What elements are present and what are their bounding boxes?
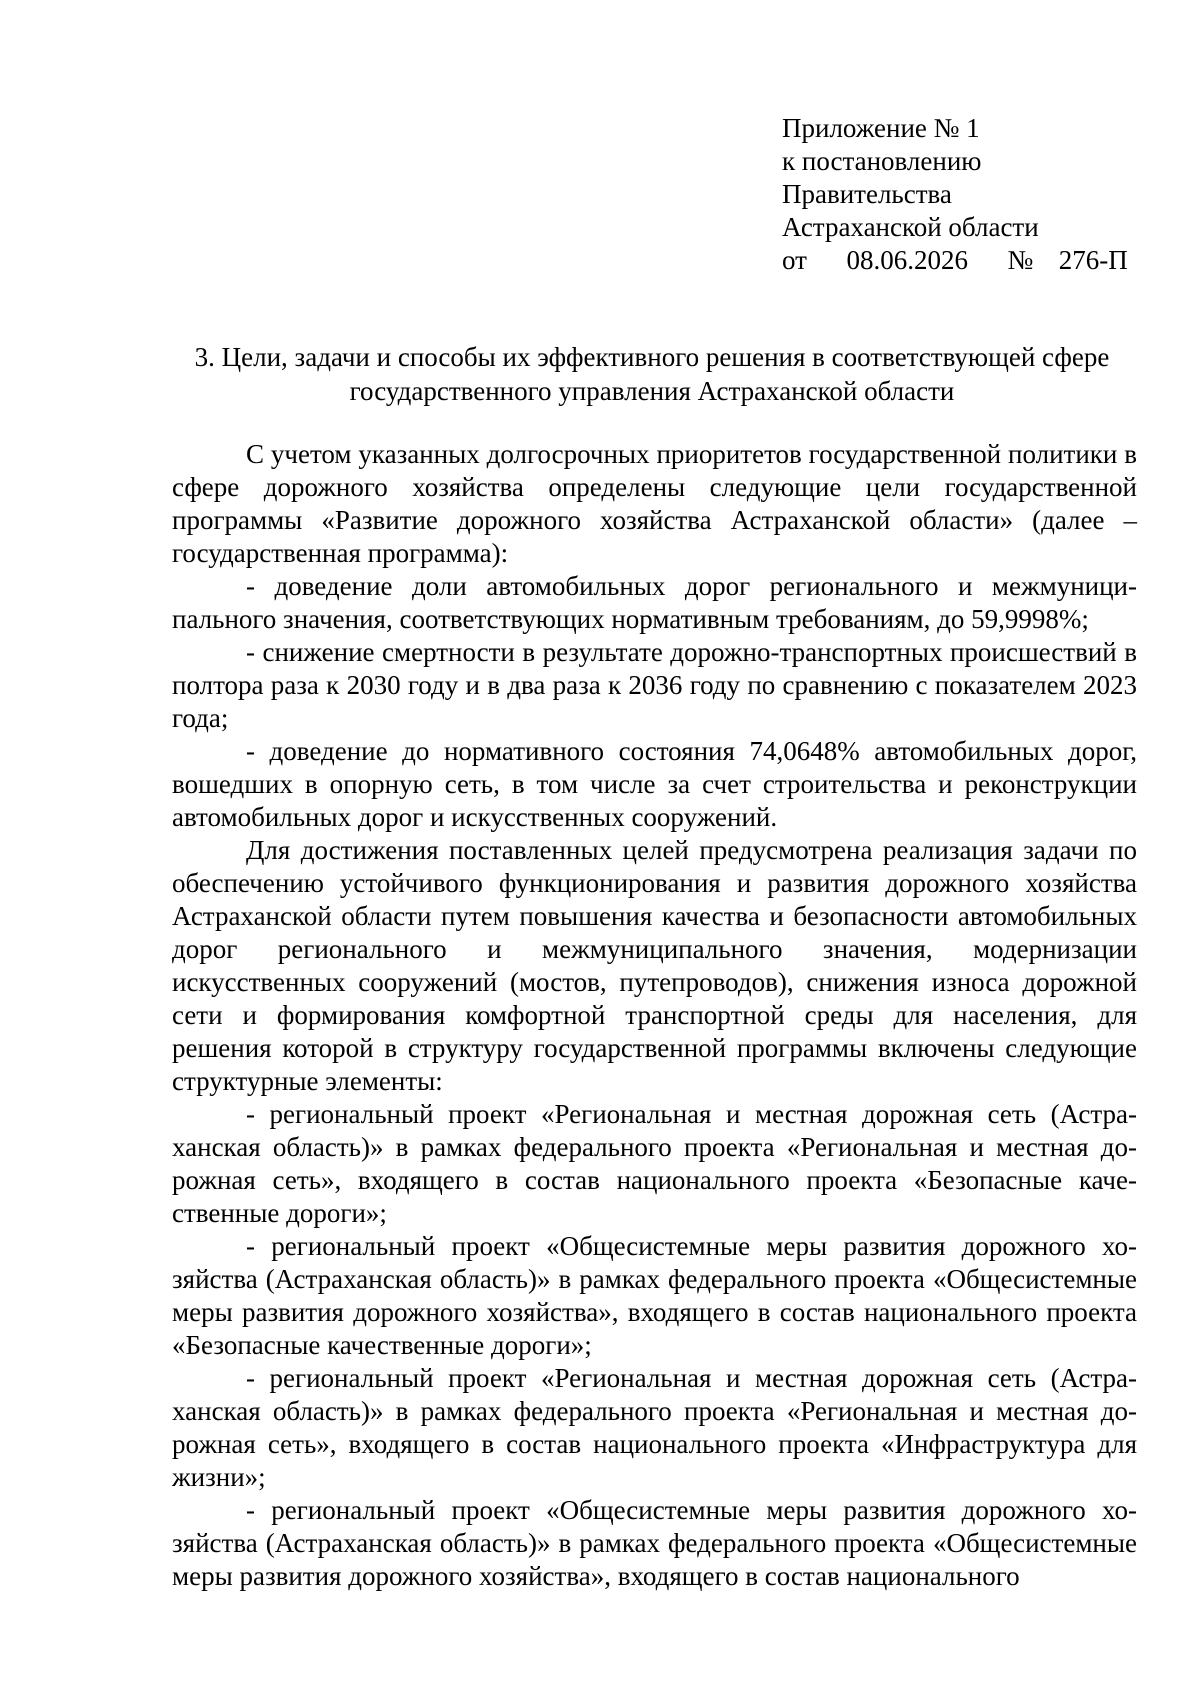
appendix-reference-line bbox=[782, 244, 1128, 277]
paragraph-project-4: - региональный проект «Общесистемные меры развития дорожного хозяйства (Астраханская область)» в рамках федерального проекта «Общесистемные меры развития дорожного хозяйства», входящего в состав национального bbox=[172, 1495, 1137, 1591]
section-title-line-2: государственного управления Астраханской области bbox=[349, 376, 955, 406]
appendix-line-2: к постановлению bbox=[782, 146, 982, 176]
section-title-line-1: 3. Цели, задачи и способы их эффективного решения в соответствующей сфере bbox=[194, 342, 1110, 372]
appendix-line-4: Астраханской области bbox=[782, 212, 1039, 242]
paragraph-goal-2: - снижение смертности в результате дорожно-транспортных происшествий в полтора раза к 2030 году и в два раза к 2036 году по сравнению с показателем 2023 года; bbox=[172, 637, 1137, 733]
appendix-title: Приложение № 1 bbox=[782, 113, 980, 143]
appendix-line-3: Правительства bbox=[782, 179, 952, 209]
paragraph-goal-3: - доведение до нормативного состояния 74,0648% автомобильных дорог, вошедших в опорную сеть, в том числе за счет строительства и реконструкции автомобильных дорог и искусственных сооружений. bbox=[172, 736, 1137, 832]
appendix-date: 08.06.2026 bbox=[846, 245, 968, 275]
paragraph-intro: С учетом указанных долгосрочных приоритетов государственной политики в сфере дорожного хозяйства определены следующие цели государственной программы «Развитие дорожного хозяйства Астраханской области» (далее – государственная программа): bbox=[172, 439, 1137, 568]
section-title bbox=[170, 340, 1134, 408]
appendix-ref-prefix: от bbox=[782, 245, 807, 275]
body-text bbox=[172, 438, 1137, 1593]
paragraph-project-3: - региональный проект «Региональная и местная дорожная сеть (Астраханская область)» в рамках федерального проекта «Региональная и местная дорожная сеть», входящего в состав национального проекта «Инфраструктура для жизни»; bbox=[172, 1363, 1137, 1492]
paragraph-project-1: - региональный проект «Региональная и местная дорожная сеть (Астраханская область)» в рамках федерального проекта «Региональная и местная дорожная сеть», входящего в состав национального проекта «Безопасные качественные дороги»; bbox=[172, 1099, 1137, 1228]
paragraph-goal-1: - доведение доли автомобильных дорог регионального и межмуниципального значения, соответствующих нормативным требованиям, до 59,9998%; bbox=[172, 571, 1137, 634]
paragraph-task: Для достижения поставленных целей предусмотрена реализация задачи по обеспечению устойчивого функционирования и развития дорожного хозяйства Астраханской области путем повышения качества и безопасности автомобильных дорог регионального и межмуниципального значения, модернизации искусственных сооружений (мостов, путепроводов), снижения износа дорожной сети и формирования комфортной транспортной среды для населения, для решения которой в структуру государственной программы включены следующие структурные элементы: bbox=[172, 835, 1137, 1096]
appendix-number-sign: № bbox=[1007, 245, 1034, 275]
appendix-number: 276-П bbox=[1058, 245, 1128, 275]
paragraph-project-2: - региональный проект «Общесистемные меры развития дорожного хозяйства (Астраханская область)» в рамках федерального проекта «Общесистемные меры развития дорожного хозяйства», входящего в состав национального проекта «Безопасные качественные дороги»; bbox=[172, 1231, 1137, 1360]
appendix-block bbox=[782, 112, 1128, 277]
